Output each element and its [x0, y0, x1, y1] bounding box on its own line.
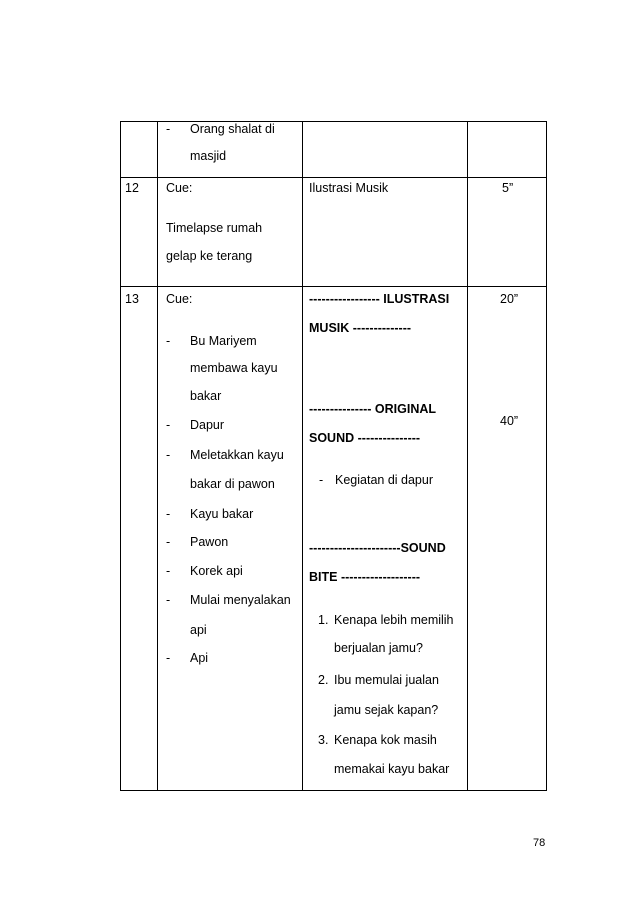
question-number: 3.: [318, 733, 329, 747]
interview-question: memakai kayu bakar: [334, 762, 450, 776]
column-divider: [302, 121, 303, 791]
interview-question: Kenapa kok masih: [334, 733, 437, 747]
audio-text: Ilustrasi Musik: [309, 181, 389, 195]
bullet-dash: -: [166, 448, 171, 462]
visual-item-text: api: [190, 623, 207, 637]
bullet-dash: -: [166, 535, 171, 549]
duration: 20”: [500, 292, 519, 306]
bullet-dash: -: [166, 593, 171, 607]
column-divider: [467, 121, 468, 791]
visual-cue-label: Cue:: [166, 181, 193, 195]
audio-segment-heading: BITE -------------------: [309, 570, 421, 584]
visual-item-text: Pawon: [190, 535, 229, 549]
visual-item-text: masjid: [190, 149, 227, 163]
row-number: 12: [125, 181, 139, 195]
row-divider: [120, 177, 547, 178]
column-divider: [157, 121, 158, 791]
visual-item-text: membawa kayu: [190, 361, 278, 375]
table-border-bottom: [120, 790, 547, 791]
visual-item-text: Orang shalat di: [190, 122, 275, 136]
bullet-dash: -: [166, 651, 171, 665]
duration: 40”: [500, 414, 519, 428]
visual-text: Timelapse rumah: [166, 221, 263, 235]
interview-question: berjualan jamu?: [334, 641, 423, 655]
duration: 5”: [502, 181, 514, 195]
visual-item-text: bakar di pawon: [190, 477, 275, 491]
audio-segment-heading: SOUND ---------------: [309, 431, 421, 445]
audio-segment-heading: ----------------- ILUSTRASI: [309, 292, 450, 306]
interview-question: Ibu memulai jualan: [334, 673, 439, 687]
bullet-dash: -: [166, 334, 171, 348]
visual-item-text: Api: [190, 651, 209, 665]
visual-item-text: Meletakkan kayu: [190, 448, 284, 462]
audio-item-text: Kegiatan di dapur: [335, 473, 433, 487]
visual-item-text: Kayu bakar: [190, 507, 254, 521]
interview-question: jamu sejak kapan?: [334, 703, 439, 717]
audio-segment-heading: MUSIK --------------: [309, 321, 412, 335]
row-number: 13: [125, 292, 139, 306]
audio-segment-heading: --------------- ORIGINAL: [309, 402, 437, 416]
visual-item-text: Korek api: [190, 564, 243, 578]
table-border-right: [546, 121, 547, 791]
audio-segment-heading: ----------------------SOUND: [309, 541, 446, 555]
bullet-dash: -: [166, 122, 171, 136]
visual-text: gelap ke terang: [166, 249, 253, 263]
row-divider: [120, 286, 547, 287]
visual-cue-label: Cue:: [166, 292, 193, 306]
bullet-dash: -: [166, 507, 171, 521]
table-border-top: [120, 121, 547, 122]
bullet-dash: -: [166, 418, 171, 432]
bullet-dash: -: [319, 473, 324, 487]
visual-item-text: Bu Mariyem: [190, 334, 257, 348]
visual-item-text: bakar: [190, 389, 222, 403]
visual-item-text: Mulai menyalakan: [190, 593, 291, 607]
bullet-dash: -: [166, 564, 171, 578]
table-border-left: [120, 121, 121, 791]
visual-item-text: Dapur: [190, 418, 225, 432]
interview-question: Kenapa lebih memilih: [334, 613, 454, 627]
question-number: 2.: [318, 673, 329, 687]
question-number: 1.: [318, 613, 329, 627]
page-number: 78: [533, 837, 546, 849]
